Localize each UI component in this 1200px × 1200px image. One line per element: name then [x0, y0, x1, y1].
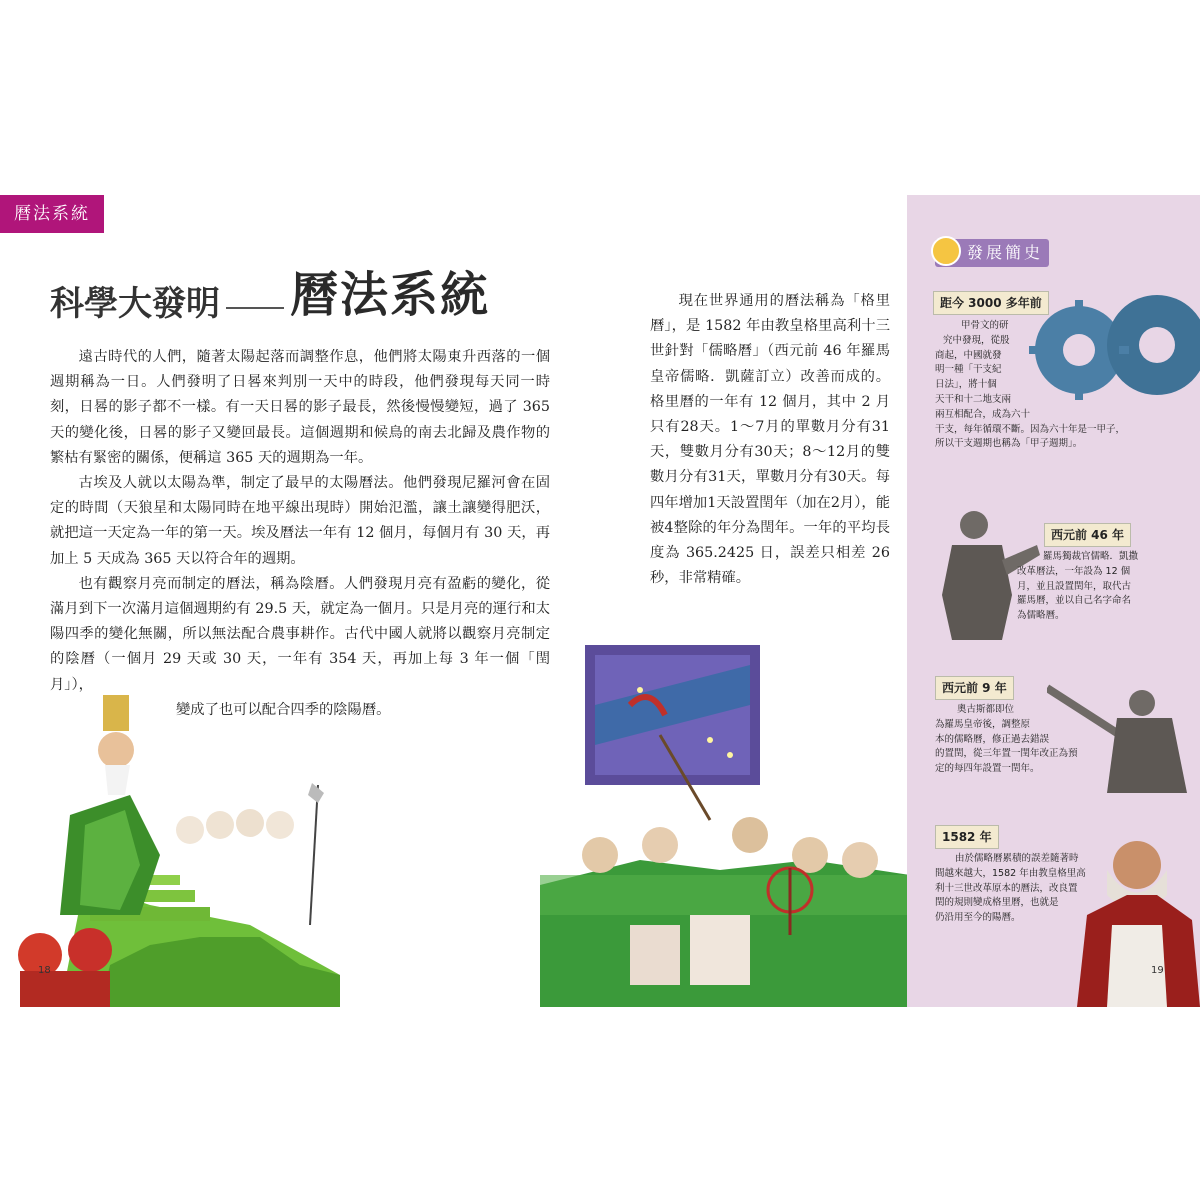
text-line: 改革曆法，一年設為 12 個 [1017, 565, 1131, 577]
section-tab: 曆法系統 [0, 195, 104, 233]
timeline-label: 西元前 9 年 [935, 676, 1014, 700]
text-line: 明一種「干支紀 [935, 364, 1002, 376]
sidebar-header [935, 239, 1049, 267]
text-line: 羅馬曆，並以自己名字命名 [1017, 595, 1132, 607]
text-line: 的置閏，從三年置一閏年改正為預 [935, 748, 1078, 760]
text-line: 究中發現，從殷 [943, 334, 1010, 346]
text-line: 日法」，將十個 [935, 379, 997, 391]
paragraph: 古埃及人就以太陽為準，制定了最早的太陽曆法。他們發現尼羅河會在固定的時間（天狼星和太陽同時在地平線出現時）開始氾濫，讓土讓變得肥沃，就把這一天定為一年的第一天。埃及曆法一年有 12 個月，每個月有 30 天，再加上 5 天成為 365 天以符合年的週期。 [50, 475, 550, 567]
timeline-label: 1582 年 [935, 825, 999, 849]
text-line: 兩互相配合，成為六十 [935, 408, 1031, 420]
left-body-text [50, 345, 550, 723]
text-line: 由於儒略曆累積的誤差隨著時 [955, 853, 1079, 864]
text-line: 間越來越大，1582 年由教皇格里高 [935, 867, 1086, 879]
text-line: 甲骨文的研 [961, 320, 1009, 331]
paragraph: 變成了也可以配合四季的陰陽曆。 [176, 701, 391, 718]
timeline-label: 距今 3000 多年前 [933, 291, 1049, 315]
text-line: 定的每四年設置一閏年。 [935, 763, 1040, 775]
text-line: 利十三世改革原本的曆法，改良置 [935, 882, 1078, 894]
text-line: 月，並且設置閏年，取代古 [1017, 580, 1132, 592]
hourglass-icon [931, 236, 961, 266]
text-line: 為羅馬皇帝後，調整原 [935, 718, 1031, 730]
timeline-label: 西元前 46 年 [1044, 523, 1131, 547]
text-line: 所以干支週期也稱為「甲子週期」。 [935, 438, 1083, 450]
paragraph: 遠古時代的人們，隨著太陽起落而調整作息，他們將太陽東升西落的一個週期稱為一日。人們發明了日晷來判別一天中的時段，他們發現每天同一時刻，日晷的影子都不一樣。有一天日晷的影子最長，然後慢慢變短，過了 365 天的變化後，日晷的影子又變回最長。這個週期和候鳥的南去北歸及農作物的繁枯有緊密的關係，便稱這 365 天的週期為一年。 [50, 349, 550, 466]
text-line: 閏的規則變成格里曆，也就是 [935, 897, 1059, 909]
page-number-right: 19 [1151, 965, 1164, 976]
augustus-statue-image [1047, 683, 1200, 793]
text-line: 本的儒略曆，修正過去錯誤 [935, 733, 1050, 745]
timeline-text [935, 319, 1195, 452]
title-prefix: 科學大發明 [50, 284, 220, 324]
pope-portrait-image [1067, 825, 1200, 1007]
right-body-text [650, 289, 890, 591]
text-line: 干支，每年循環不斷。因為六十年是一甲子， [935, 423, 1126, 435]
text-line: 天干和十二地支兩 [935, 393, 1012, 405]
book-spread [0, 195, 1200, 1007]
sidebar-header-label: 發展簡史 [967, 243, 1044, 262]
title-main: 曆法系統 [290, 267, 491, 323]
title-dash [226, 307, 284, 309]
history-sidebar [907, 195, 1200, 1007]
text-line: 為儒略曆。 [1017, 610, 1065, 622]
astronomers-illustration [540, 645, 910, 1007]
page-title [50, 265, 490, 325]
page-number-left: 18 [38, 965, 51, 976]
pope-illustration [0, 675, 340, 1007]
paragraph: 現在世界通用的曆法稱為「格里曆」，是 1582 年由教皇格里高利十三世針對「儒略曆」（西元前 46 年羅馬皇帝儒略．凱薩訂立）改善而成的。格里曆的一年有 12 個月，其中 2 月只有28天。1～7月的單數月分有31天，雙數月分有30天；8～12月的雙數月分有31天，單數月分有30天。每四年增加1天設置閏年（加在2月），能被4整除的年分為閏年。一年的平均長度為 365.2425 日，誤差只相差 26 秒，非常精確。 [650, 293, 890, 587]
text-line: 奧古斯都即位 [957, 704, 1015, 715]
paragraph: 也有觀察月亮而制定的曆法，稱為陰曆。人們發現月亮有盈虧的變化，從滿月到下一次滿月這個週期約有 29.5 天，就定為一個月。只是月亮的運行和太陽四季的變化無關，所以無法配合農事耕作。古代中國人就將以觀察月亮制定的陰曆（一個月 29 天或 30 天，一年有 354 天，再加上每 3 年一個「閏月」）， [50, 575, 550, 693]
text-line: 商起，中國就發 [935, 349, 1002, 361]
text-line: 羅馬獨裁官儒略．凱撒 [1043, 551, 1139, 562]
text-line: 仍沿用至今的陽曆。 [935, 912, 1021, 924]
timeline-text [1017, 550, 1197, 624]
